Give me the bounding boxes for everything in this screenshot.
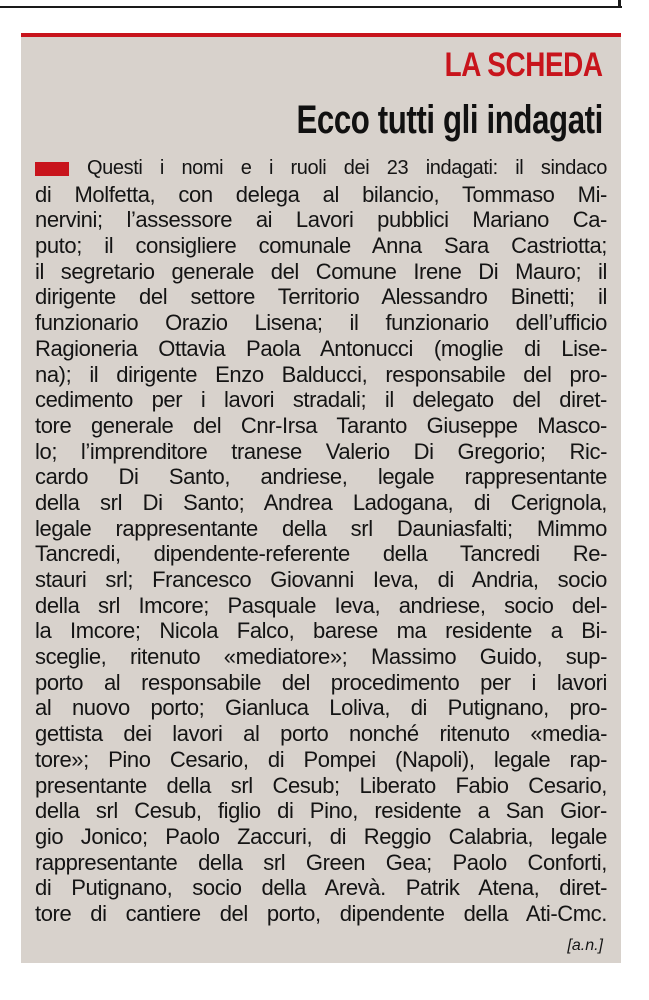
body-line: gio Jonico; Paolo Zaccuri, di Reggio Calabria, legale [35,823,607,849]
red-square-marker-icon [35,162,69,176]
body-line: porto al responsabile del procedimento per i lavori [35,669,607,695]
body-line: stauri srl; Francesco Giovanni Ieva, di Andria, socio [35,567,607,592]
body-line: presentante della srl Cesub; Liberato Fabio Cesario, [35,772,607,798]
body-line: della srl Imcore; Pasquale Ieva, andriese, socio del- [35,592,607,618]
body-line: gettista dei lavori al porto nonché ritenuto «media- [35,721,607,747]
article-box [21,33,621,963]
body-line: tore di cantiere del porto, dipendente della Ati-Cmc. [35,900,607,926]
body-line: della srl Di Santo; Andrea Ladogana, di Cerignola, [35,489,607,515]
body-line: funzionario Orazio Lisena; il funzionario dell’ufficio [35,310,607,336]
body-line: puto; il consigliere comunale Anna Sara Castriotta; [35,233,607,259]
body-line-text: Questi i nomi e i ruoli dei 23 indagati: il sindaco [87,157,607,179]
body-line: cardo Di Santo, andriese, legale rappresentante [35,464,607,490]
body-line: rappresentante della srl Green Gea; Paolo Conforti, [35,849,607,875]
top-rule-end [618,0,621,8]
body-line: Ragioneria Ottavia Paola Antonucci (moglie di Lise- [35,335,607,361]
body-line: di Putignano, socio della Arevà. Patrik Atena, diret- [35,875,607,901]
body-line: di Molfetta, con delega al bilancio, Tommaso Mi- [35,181,607,207]
body-line: dirigente del settore Territorio Alessandro Binetti; il [35,284,607,310]
top-rule [0,0,622,8]
headline: Ecco tutti gli indagati [296,98,603,142]
body-line: la Imcore; Nicola Falco, barese ma residente a Bi- [35,618,607,644]
body-line: tore generale del Cnr-Irsa Taranto Giuseppe Masco- [35,412,607,438]
body-line: Tancredi, dipendente-referente della Tancredi Re- [35,541,607,567]
body-line: della srl Cesub, figlio di Pino, residente a San Gior- [35,798,607,824]
author-signature: [a.n.] [567,937,603,954]
article-body [35,156,607,927]
body-line: lo; l’imprenditore tranese Valerio Di Gregorio; Ric- [35,438,607,464]
body-line: legale rappresentante della srl Dauniasfalti; Mimmo [35,515,607,541]
body-line: al nuovo porto; Gianluca Loliva, di Putignano, pro- [35,695,607,721]
body-line: tore»; Pino Cesario, di Pompei (Napoli), legale rap- [35,746,607,772]
body-line: nervini; l’assessore ai Lavori pubblici Mariano Ca- [35,207,607,233]
body-line: na); il dirigente Enzo Balducci, responsabile del pro- [35,361,607,387]
body-line: cedimento per i lavori stradali; il delegato del diret- [35,387,607,413]
body-line: sceglie, ritenuto «mediatore»; Massimo Guido, sup- [35,644,607,670]
body-line-1 [35,156,607,182]
section-label: LA SCHEDA [445,46,603,84]
body-line: il segretario generale del Comune Irene Di Mauro; il [35,258,607,284]
